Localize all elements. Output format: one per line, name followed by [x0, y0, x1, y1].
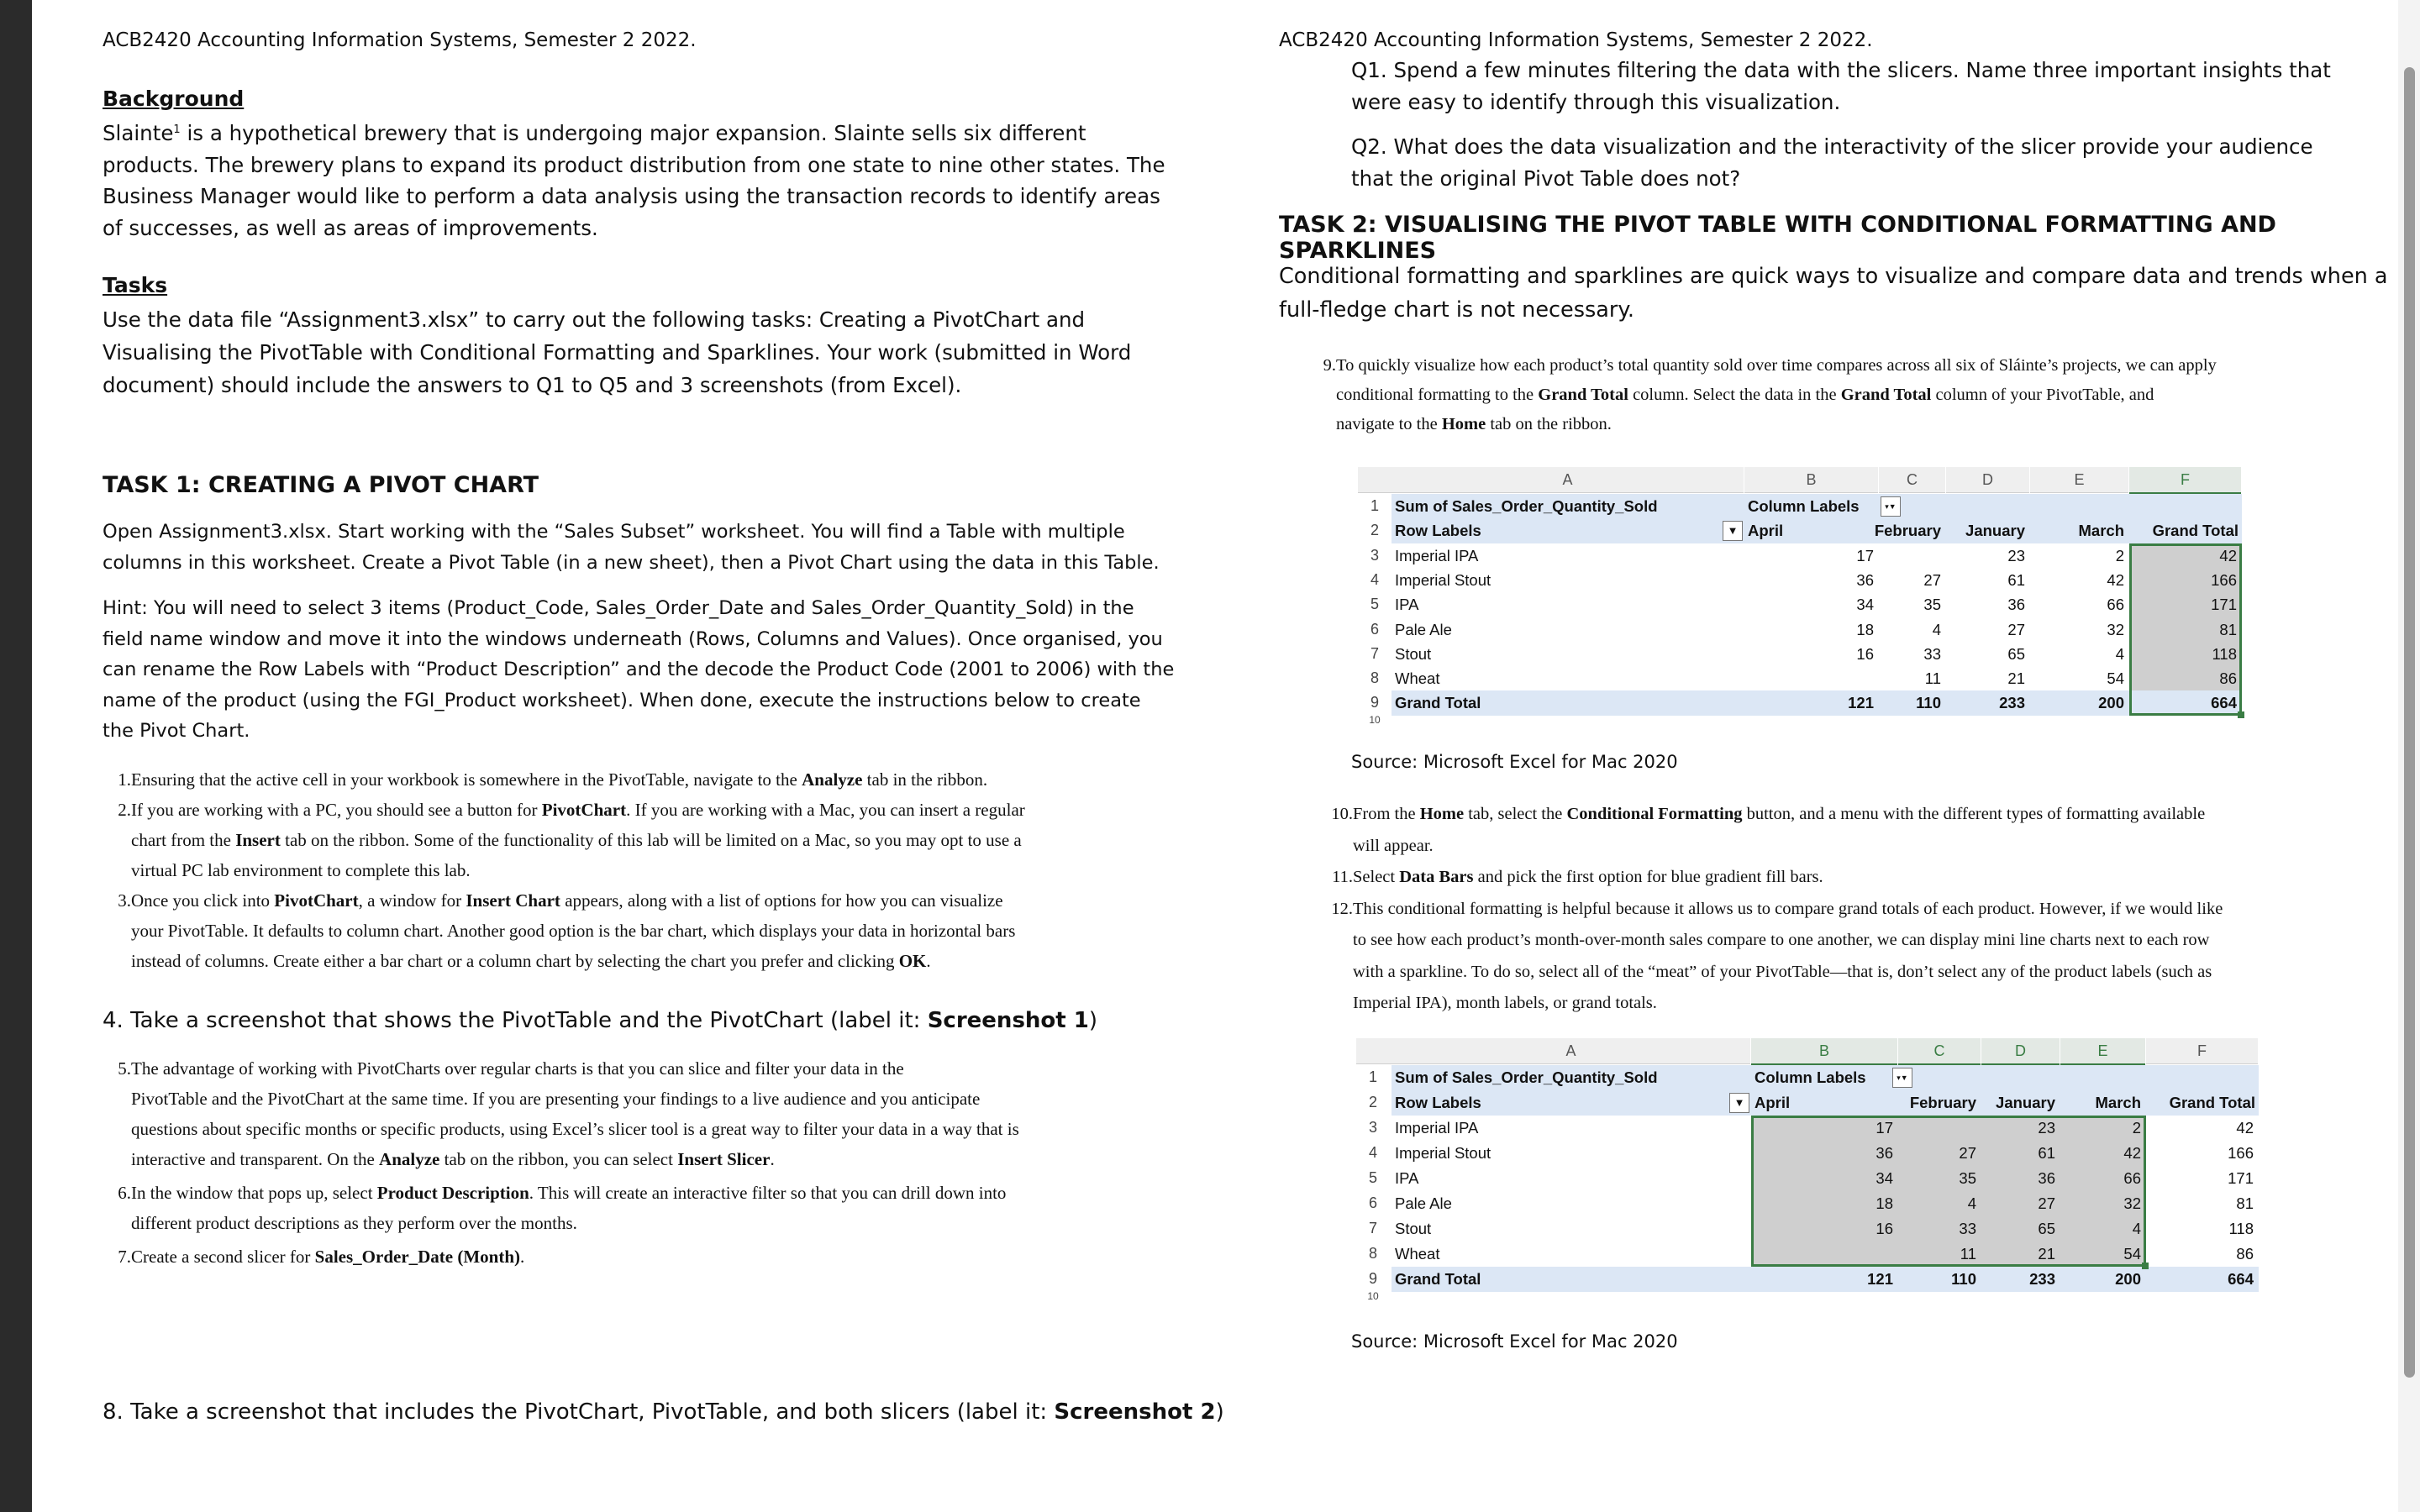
step-2: 2.If you are working with a PC, you should see a button for PivotChart. If you are working with a Mac, you can insert a regular chart from the Insert tab on the ribbon. Some of the functionality of this lab will be limited on a Mac, so you may opt to use a virtual PC lab environment to complete this lab. [118, 800, 1025, 880]
month-header-april: April [1748, 522, 1784, 540]
value-cell-april: 36 [1876, 1144, 1893, 1162]
value-cell-february: 11 [1924, 669, 1941, 688]
value-cell-total: 86 [2236, 1245, 2254, 1263]
value-cell-april: 36 [1856, 570, 1874, 589]
row-number: 2 [1370, 522, 1379, 539]
value-cell-january: 23 [2007, 546, 2025, 564]
value-cell-total: 81 [2236, 1194, 2254, 1212]
value-cell-total: 86 [2219, 669, 2237, 688]
source-caption-1: Source: Microsoft Excel for Mac 2020 [1351, 752, 1678, 772]
value-cell-april: 18 [1876, 1194, 1893, 1212]
row-number: 4 [1368, 1144, 1377, 1161]
row-number: 6 [1370, 620, 1379, 638]
step-10: 10.From the Home tab, select the Conditional Formatting button, and a menu with the different types of formatting available will appear. [1331, 805, 2206, 855]
product-label: Wheat [1395, 669, 1440, 688]
product-label: Stout [1395, 644, 1432, 663]
grand-total-cell-february: 110 [1951, 1270, 1976, 1288]
grand-total-cell-april: 121 [1848, 694, 1874, 712]
value-cell-march: 54 [2107, 669, 2124, 688]
value-cell-total: 171 [2228, 1169, 2254, 1187]
product-label: Pale Ale [1395, 1194, 1452, 1212]
background-heading: Background [103, 87, 245, 111]
hint-line: the Pivot Chart. [103, 720, 250, 742]
q2-paragraph [1351, 131, 2360, 194]
row-labels-dropdown-icon[interactable]: ▼ [1723, 521, 1743, 541]
column-header-e[interactable]: E [2060, 1038, 2145, 1066]
column-header-c[interactable]: C [1879, 467, 1945, 493]
hint-line: Hint: You will need to select 3 items (Product_Code, Sales_Order_Date and Sales_Order_Quantity_Sold) in the [103, 597, 1134, 619]
value-cell-april: 18 [1856, 620, 1874, 638]
product-label: Stout [1395, 1220, 1432, 1237]
grand-total-cell-total: 664 [2228, 1270, 2254, 1288]
task1-paragraph [103, 517, 1212, 578]
vertical-scrollbar[interactable] [2398, 0, 2420, 1512]
value-cell-total: 171 [2211, 596, 2237, 614]
column-header-e[interactable]: E [2030, 467, 2128, 493]
value-cell-march: 4 [2115, 644, 2124, 663]
value-cell-total: 118 [2212, 644, 2237, 663]
scrollbar-thumb[interactable] [2404, 67, 2415, 1378]
value-cell-march: 32 [2107, 620, 2124, 638]
background-line: Business Manager would like to perform a data analysis using the transaction records to identify areas [103, 184, 1160, 209]
background-line: of successes, as well as areas of improvements. [103, 215, 598, 240]
source-caption-2: Source: Microsoft Excel for Mac 2020 [1351, 1331, 1678, 1352]
month-header-february: February [1909, 1094, 1976, 1111]
value-cell-february: 35 [1923, 596, 1941, 614]
step-7: 7.Create a second slicer for Sales_Order_Date (Month). [118, 1247, 525, 1267]
grand-total-cell-february: 110 [1916, 694, 1941, 712]
value-cell-april: 16 [1856, 644, 1874, 663]
value-cell-total: 42 [2219, 546, 2237, 564]
row-number: 8 [1368, 1245, 1377, 1262]
column-labels-filter-icon[interactable]: ▾▼ [1881, 496, 1901, 517]
background-line: is a hypothetical brewery that is undergoing major expansion. Slainte sells six different [180, 121, 1086, 146]
value-cell-april: 17 [1876, 1119, 1893, 1137]
step-6: 6.In the window that pops up, select Product Description. This will create an interactive filter so that you can drill down into different product descriptions as they perform over the months. [118, 1183, 1007, 1233]
value-cell-total: 166 [2228, 1144, 2254, 1162]
grand-total-cell-march: 200 [2115, 1270, 2141, 1288]
value-cell-january: 21 [2038, 1245, 2055, 1263]
steps-5-7 [103, 1053, 1220, 1272]
column-header-a[interactable]: A [1392, 1038, 1750, 1064]
value-cell-february: 33 [1923, 644, 1941, 663]
footnote-marker[interactable]: 1 [173, 123, 181, 136]
grand-total-row-label: Grand Total [1395, 1270, 1481, 1288]
row-number: 9 [1370, 694, 1379, 711]
month-header-march: March [2078, 522, 2124, 540]
step-1: 1.Ensuring that the active cell in your workbook is somewhere in the PivotTable, navigate to the Analyze tab in the ribbon. [118, 769, 988, 790]
right-page-header: ACB2420 Accounting Information Systems, Semester 2 2022. [1279, 29, 1873, 51]
value-cell-february [1879, 543, 1941, 568]
step-11: 11.Select Data Bars and pick the first option for blue gradient fill bars. [1332, 868, 1823, 886]
column-header-c[interactable]: C [1898, 1038, 1981, 1066]
background-paragraph [103, 114, 1186, 244]
value-cell-total: 81 [2219, 620, 2237, 638]
column-header-corner [1356, 1038, 1392, 1064]
hint-line: name of the product (using the FGI_Product worksheet). When done, execute the instructions below to create [103, 689, 1141, 711]
tasks-line: Use the data file “Assignment3.xlsx” to carry out the following tasks: Creating a PivotChart and [103, 307, 1086, 332]
value-cell-total: 118 [2228, 1220, 2254, 1237]
value-cell-march: 66 [2123, 1169, 2141, 1187]
column-header-d[interactable]: D [1946, 467, 2029, 493]
selection-outline [1751, 1116, 2146, 1267]
selection-fill-handle [2238, 711, 2244, 718]
month-header-march: March [2095, 1094, 2141, 1111]
step-4: 4. Take a screenshot that shows the PivotTable and the PivotChart (label it: Screenshot 1) [103, 1008, 1098, 1033]
value-cell-march: 42 [2123, 1144, 2141, 1162]
row-number: 3 [1368, 1119, 1377, 1136]
task1-line: columns in this worksheet. Create a Pivot Table (in a new sheet), then a Pivot Chart using the data in this Table. [103, 551, 1160, 574]
value-cell-january: 61 [2007, 570, 2025, 589]
q1-line: Q1. Spend a few minutes filtering the data with the slicers. Name three important insights that [1351, 58, 2331, 82]
row-number: 1 [1370, 497, 1379, 514]
value-cell-january: 23 [2038, 1119, 2055, 1137]
product-label: Wheat [1395, 1245, 1440, 1263]
month-header-january: January [1996, 1094, 2055, 1111]
task2-heading: TASK 2: VISUALISING THE PIVOT TABLE WITH CONDITIONAL FORMATTING AND SPARKLINES [1279, 212, 2276, 264]
value-cell-january: 61 [2038, 1144, 2055, 1162]
background-text-start: Slainte [103, 121, 174, 146]
step-8: 8. Take a screenshot that includes the PivotChart, PivotTable, and both slicers (label it: Screenshot 2) [103, 1399, 1224, 1425]
row-number: 6 [1368, 1194, 1377, 1211]
column-labels-filter-icon[interactable]: ▾▼ [1892, 1068, 1912, 1088]
row-number: 3 [1370, 546, 1379, 564]
grand-total-cell-april: 121 [1867, 1270, 1893, 1288]
value-cell-january: 65 [2007, 644, 2025, 663]
task2-paragraph [1279, 260, 2388, 327]
column-labels: Column Labels [1748, 497, 1860, 515]
values-label: Sum of Sales_Order_Quantity_Sold [1395, 1068, 1658, 1086]
tasks-heading: Tasks [103, 273, 168, 297]
tasks-paragraph [103, 303, 1195, 402]
value-cell-february: 27 [1959, 1144, 1976, 1162]
q1-line: were easy to identify through this visualization. [1351, 89, 1841, 114]
row-number: 8 [1370, 669, 1379, 687]
row-labels: Row Labels [1395, 522, 1481, 540]
value-cell-january: 27 [2038, 1194, 2055, 1212]
steps-10-12 [1324, 799, 2391, 1020]
column-labels: Column Labels [1754, 1068, 1866, 1086]
hint-paragraph [103, 593, 1212, 747]
product-label: Imperial Stout [1395, 570, 1491, 589]
grand-total-row-label: Grand Total [1395, 694, 1481, 712]
task2-line: Conditional formatting and sparklines are quick ways to visualize and compare data and trends when a [1279, 264, 2388, 289]
grand-total-cell-total: 664 [2211, 694, 2237, 712]
value-cell-march: 2 [2132, 1119, 2141, 1137]
value-cell-march: 4 [2132, 1220, 2141, 1237]
column-header-a[interactable]: A [1392, 467, 1744, 493]
pivot-table-screenshot-1 [1358, 467, 2250, 727]
row-number: 7 [1370, 644, 1379, 662]
column-header-f[interactable]: F [2129, 467, 2241, 495]
hint-line: can rename the Row Labels with “Product Description” and the decode the Product Code (2001 to 2006) with the [103, 659, 1175, 680]
pivot-table-screenshot-2 [1356, 1038, 2264, 1309]
product-label: Imperial IPA [1395, 546, 1479, 564]
selection-fill-handle [2142, 1263, 2149, 1269]
tasks-line: document) should include the answers to Q1 to Q5 and 3 screenshots (from Excel). [103, 373, 962, 397]
product-label: Imperial Stout [1395, 1144, 1491, 1162]
value-cell-march: 2 [2115, 546, 2124, 564]
row-number: 2 [1368, 1094, 1377, 1110]
product-label: Pale Ale [1395, 620, 1452, 638]
selection-outline [2129, 543, 2242, 716]
value-cell-february: 27 [1923, 570, 1941, 589]
task2-line: full-fledge chart is not necessary. [1279, 297, 1634, 323]
tasks-line: Visualising the PivotTable with Conditional Formatting and Sparklines. Your work (submitted in Word [103, 340, 1132, 365]
value-cell-february: 33 [1959, 1220, 1976, 1237]
value-cell-april: 17 [1856, 546, 1874, 564]
value-cell-total: 42 [2236, 1119, 2254, 1137]
column-header-b[interactable]: B [1751, 1038, 1897, 1066]
row-labels: Row Labels [1395, 1094, 1481, 1111]
value-cell-april: 34 [1876, 1169, 1893, 1187]
values-label: Sum of Sales_Order_Quantity_Sold [1395, 497, 1658, 515]
step-12: 12.This conditional formatting is helpful because it allows us to compare grand totals of each product. However, if we would like to see how each product’s month-over-month sales compare to one another, we can display mini line charts next to each row with a sparkline. To do so, select all of the “meat” of your PivotTable—that is, don’t select any of the product labels (such as Imperial IPA), month labels, or grand totals. [1331, 899, 2223, 1012]
value-cell-february: 11 [1960, 1245, 1976, 1263]
grand-total-cell-march: 200 [2098, 694, 2124, 712]
row-labels-dropdown-icon[interactable]: ▼ [1729, 1093, 1749, 1113]
column-header-corner [1358, 467, 1392, 493]
row-number: 7 [1368, 1220, 1377, 1236]
value-cell-april [1744, 666, 1874, 690]
row-number: 4 [1370, 570, 1379, 588]
background-line: products. The brewery plans to expand its product distribution from one state to nine other states. The [103, 152, 1165, 177]
value-cell-february: 4 [1932, 620, 1941, 638]
row-number-partial: 10 [1367, 1292, 1379, 1300]
row-number: 1 [1368, 1068, 1377, 1085]
month-header-january: January [1965, 522, 2025, 540]
month-header-february: February [1874, 522, 1941, 540]
product-label: Imperial IPA [1395, 1119, 1479, 1137]
document-page [32, 0, 2407, 1512]
value-cell-january: 27 [2007, 620, 2025, 638]
value-cell-march: 32 [2123, 1194, 2141, 1212]
value-cell-march: 42 [2107, 570, 2124, 589]
value-cell-january: 36 [2038, 1169, 2055, 1187]
value-cell-january: 65 [2038, 1220, 2055, 1237]
value-cell-total: 166 [2211, 570, 2237, 589]
month-header-april: April [1754, 1094, 1791, 1111]
q2-line: that the original Pivot Table does not? [1351, 165, 1741, 191]
value-cell-january: 36 [2007, 596, 2025, 614]
hint-line: field name window and move it into the windows underneath (Rows, Columns and Values). Once organised, you [103, 627, 1163, 650]
q2-line: Q2. What does the data visualization and the interactivity of the slicer provide your audience [1351, 134, 2313, 159]
value-cell-february: 4 [1967, 1194, 1976, 1212]
grand-total-header: Grand Total [2152, 522, 2238, 540]
value-cell-february: 35 [1959, 1169, 1976, 1187]
row-number-partial: 10 [1369, 715, 1381, 724]
value-cell-april: 34 [1856, 596, 1874, 614]
step-5: 5.The advantage of working with PivotCharts over regular charts is that you can slice and filter your data in the PivotTable and the PivotChart at the same time. If you are presenting your findings to a live audience and you anticipate questions about specific months or specific products, using Excel’s slicer tool is a great way to filter your data in a way that is interactive and transparent. On the Analyze tab on the ribbon, you can select Insert Slicer. [118, 1058, 1019, 1169]
steps-1-3 [103, 764, 1220, 976]
row-number: 5 [1368, 1169, 1377, 1186]
grand-total-header: Grand Total [2169, 1094, 2255, 1111]
step-3: 3.Once you click into PivotChart, a window for Insert Chart appears, along with a list of options for how you can visualize your PivotTable. It defaults to column chart. Another good option is the bar chart, which displays your data in horizontal bars instead of columns. Create either a bar chart or a column chart by selecting the chart you prefer and clicking OK. [118, 890, 1016, 971]
q1-paragraph [1351, 55, 2360, 118]
grand-total-cell-january: 233 [2029, 1270, 2055, 1288]
value-cell-january: 21 [2007, 669, 2025, 688]
column-header-d[interactable]: D [1981, 1038, 2060, 1066]
value-cell-march: 54 [2123, 1245, 2141, 1263]
product-label: IPA [1395, 1169, 1419, 1187]
left-page-header: ACB2420 Accounting Information Systems, Semester 2 2022. [103, 29, 697, 51]
row-number: 5 [1370, 596, 1379, 613]
value-cell-april: 16 [1876, 1220, 1893, 1237]
column-header-b[interactable]: B [1744, 467, 1878, 493]
grand-total-cell-january: 233 [1999, 694, 2025, 712]
row-number: 9 [1368, 1270, 1377, 1287]
task1-heading: TASK 1: CREATING A PIVOT CHART [103, 472, 539, 498]
column-header-f[interactable]: F [2146, 1038, 2258, 1064]
task1-line: Open Assignment3.xlsx. Start working with the “Sales Subset” worksheet. You will find a Table with multiple [103, 521, 1125, 543]
value-cell-march: 66 [2107, 596, 2124, 614]
product-label: IPA [1395, 596, 1419, 614]
step-9: 9.To quickly visualize how each product’s total quantity sold over time compares across all six of Sláinte’s projects, we can apply conditional formatting to the Grand Total column. Select the data in the Grand Total column of your PivotTable, and navigate to the Home tab on the ribbon. [1323, 356, 2217, 433]
